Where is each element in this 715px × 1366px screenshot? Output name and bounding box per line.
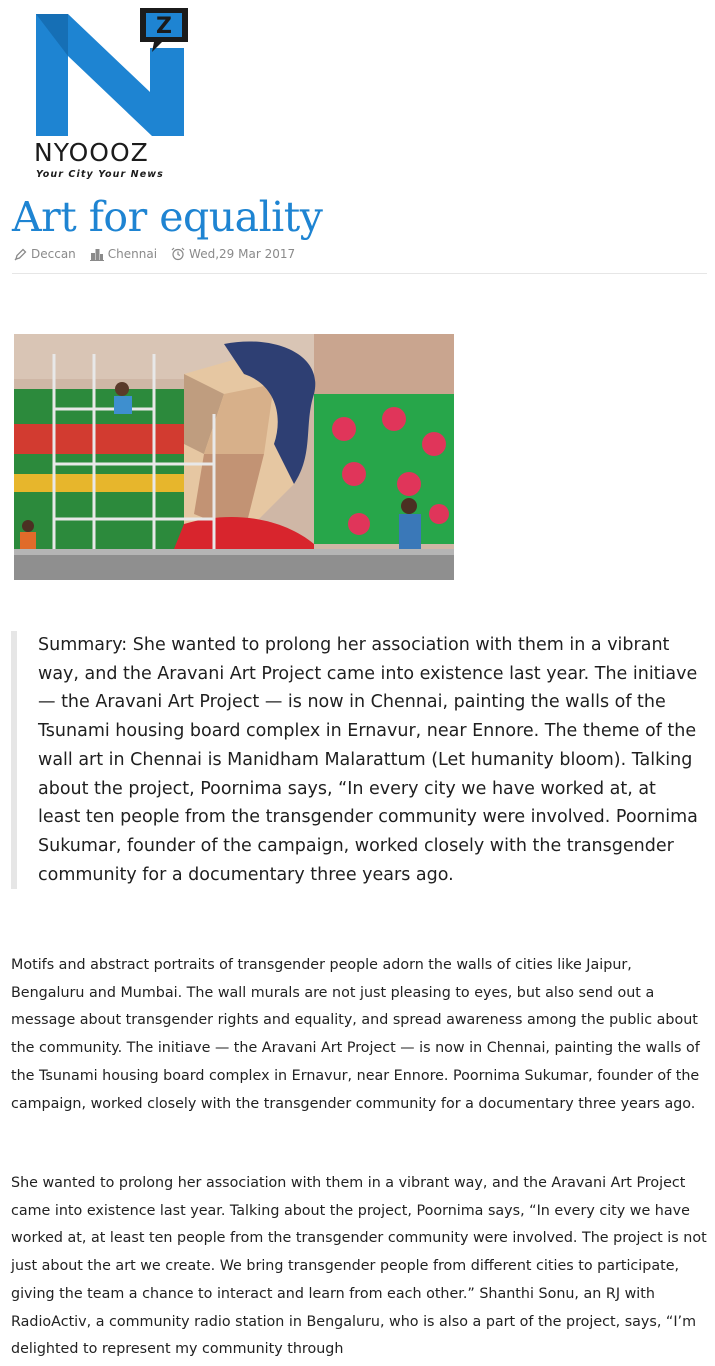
alarm-clock-icon xyxy=(171,247,185,261)
logo-badge-letter: Z xyxy=(156,14,172,39)
logo-wordmark: NYOOOZ xyxy=(34,138,149,167)
logo-tagline: Your City Your News xyxy=(36,169,164,180)
mural-photo-image xyxy=(14,334,454,580)
article-photo[interactable] xyxy=(14,334,454,580)
meta-city-label: Chennai xyxy=(107,247,158,261)
meta-city[interactable] xyxy=(90,247,157,261)
meta-source[interactable] xyxy=(14,247,76,261)
pen-icon xyxy=(14,248,27,261)
article-title: Art for equality xyxy=(12,193,323,241)
article-paragraph: She wanted to prolong her association with them in a vibrant way, and the Aravani Art Project came into existence last year. Talking about the project, Poornima says, “In every city we have worked at, at least ten people from the transgender community were involved. The project is not just about the art we create. We bring transgender people from different cities to participate, giving the team a chance to interact and learn from each other.” Shanthi Sonu, an RJ with RadioActiv, a community radio station in Bengaluru, who is also a part of the project, says, “I’m delighted to represent my community through xyxy=(11,1175,707,1358)
meta-date xyxy=(171,247,295,261)
header-divider xyxy=(12,273,707,274)
meta-date-label: Wed,29 Mar 2017 xyxy=(189,247,296,261)
meta-source-label: Deccan xyxy=(31,247,76,261)
site-logo[interactable] xyxy=(30,4,195,182)
article-meta xyxy=(14,246,309,262)
article-summary: Summary: She wanted to prolong her association with them in a vibrant way, and the Aravani Art Project came into existence last year. The initiave — the Aravani Art Project — is now in Chennai, painting the walls of the Tsunami housing board complex in Ernavur, near Ennore. The theme of the wall art in Chennai is Manidham Malarattum (Let humanity bloom). Talking about the project, Poornima says, “In every city we have worked at, at least ten people from the transgender community were involved. Poornima Sukumar, founder of the campaign, worked closely with the transgender community for a documentary three years ago. xyxy=(11,631,701,889)
article-paragraph: Motifs and abstract portraits of transgender people adorn the walls of cities like Jaipur, Bengaluru and Mumbai. The wall murals are not just pleasing to eyes, but also send out a message about transgender rights and equality, and spread awareness among the public about the community. The initiave — the Aravani Art Project — is now in Chennai, painting the walls of the Tsunami housing board complex in Ernavur, near Ennore. Poornima Sukumar, founder of the campaign, worked closely with the transgender community for a documentary three years ago. xyxy=(11,957,700,1112)
city-icon xyxy=(90,248,104,261)
